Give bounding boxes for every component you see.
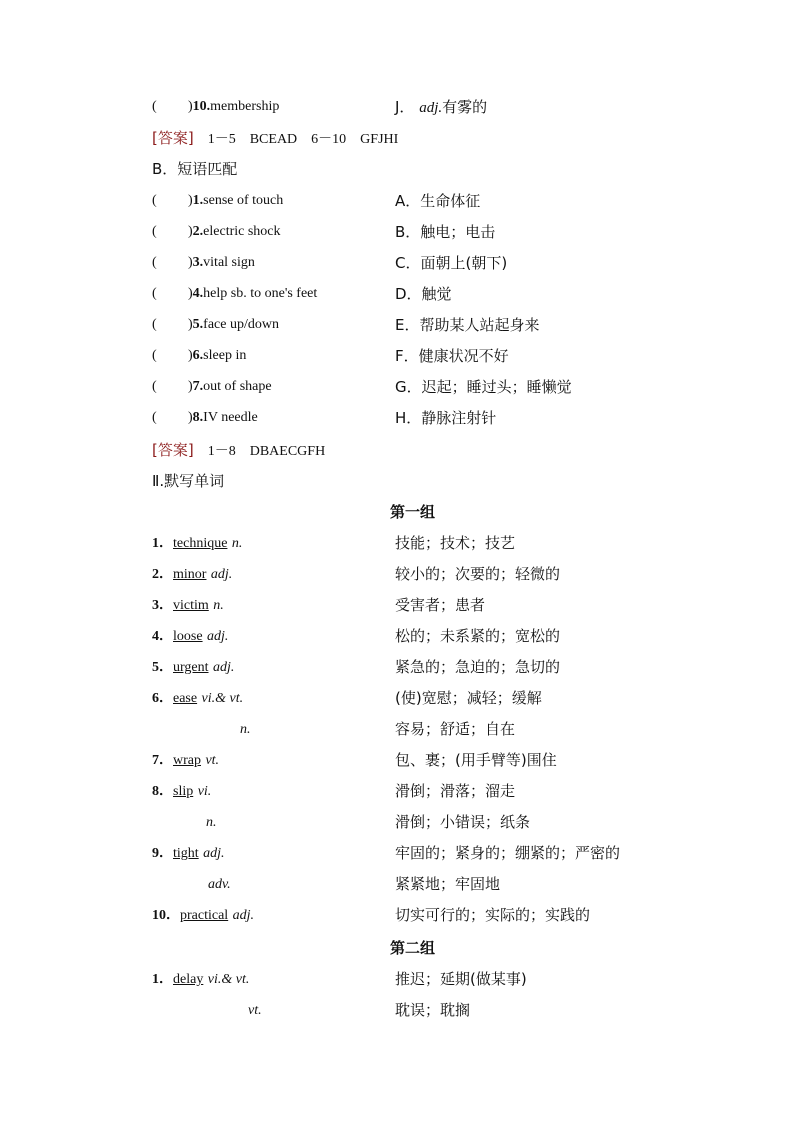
group-1-title: 第一组 [390, 503, 436, 521]
word-meaning: 滑倒；滑落；溜走 [395, 782, 516, 800]
phrase-option: H．静脉注射针 [395, 409, 497, 427]
answer-blank[interactable]: ( [152, 379, 157, 394]
phrase-row: ( )8.IV needle H．静脉注射针 [152, 409, 497, 427]
word-meaning: 容易；舒适；自在 [395, 720, 516, 738]
answer-blank[interactable]: ( [152, 348, 157, 363]
answer-blank[interactable]: ( [152, 224, 157, 239]
section-b-title: B．短语匹配 [152, 160, 238, 178]
answer-blank[interactable]: ( [152, 255, 157, 270]
answer-line-1: [答案] 1－5 BCEAD 6－10 GFJHI [152, 129, 399, 147]
phrase-row: ( )5.face up/down E．帮助某人站起身来 [152, 316, 540, 334]
word-row: n. 容易；舒适；自在 [240, 720, 516, 738]
answer-blank[interactable]: ( [152, 193, 157, 208]
word-meaning: 较小的；次要的；轻微的 [395, 565, 561, 583]
word-row: vt. 耽误；耽搁 [248, 1001, 471, 1019]
word-row: 2．minor adj. 较小的；次要的；轻微的 [152, 565, 561, 583]
word-row: 3．victim n. 受害者；患者 [152, 596, 486, 614]
section-2-title: Ⅱ.默写单词 [152, 472, 225, 490]
word-meaning: (使)宽慰；减轻；缓解 [395, 689, 542, 707]
phrase-row: ( )7.out of shape G．迟起；睡过头；睡懒觉 [152, 378, 572, 396]
word-meaning: 紧急的；急迫的；急切的 [395, 658, 561, 676]
phrase-option: B．触电；电击 [395, 223, 496, 241]
group-2-title: 第二组 [390, 939, 436, 957]
answer-word: wrap [173, 753, 201, 768]
match-row-10: ( )10.membership J． adj.有雾的 [152, 98, 488, 116]
answer-blank[interactable]: ( [152, 286, 157, 301]
word-meaning: 牢固的；紧身的；绷紧的；严密的 [395, 844, 621, 862]
phrase-option: D．触觉 [395, 285, 452, 303]
answer-word: technique [173, 536, 228, 551]
answer-tag: [答案] [152, 441, 194, 459]
answer-blank[interactable]: ( [152, 317, 157, 332]
answer-word: ease [173, 691, 198, 706]
answer-word: minor [173, 567, 207, 582]
phrase-row: ( )6.sleep in F．健康状况不好 [152, 347, 509, 365]
answer-word: urgent [173, 660, 209, 675]
phrase-row: ( )1.sense of touch A．生命体征 [152, 192, 481, 210]
word-meaning: 滑倒；小错误；纸条 [395, 813, 531, 831]
answer-blank[interactable]: ( [152, 410, 157, 425]
word-row: 1．technique n. 技能；技术；技艺 [152, 534, 516, 552]
phrase-row: ( )2.electric shock B．触电；电击 [152, 223, 496, 241]
answer-word: practical [180, 908, 229, 923]
answer-blank[interactable]: ( [152, 99, 157, 114]
word-meaning: 紧紧地；牢固地 [395, 875, 501, 893]
word-meaning: 松的；未系紧的；宽松的 [395, 627, 561, 645]
phrase-row: ( )3.vital sign C．面朝上(朝下) [152, 254, 508, 272]
word-meaning: 推迟；延期(做某事) [395, 970, 527, 988]
word-meaning: 耽误；耽搁 [395, 1001, 471, 1019]
answer-line-2: [答案] 1－8 DBAECGFH [152, 441, 326, 459]
answer-word: tight [173, 846, 199, 861]
word-row: 8．slip vi. 滑倒；滑落；溜走 [152, 782, 516, 800]
word-row: adv. 紧紧地；牢固地 [208, 875, 501, 893]
phrase-option: F．健康状况不好 [395, 347, 509, 365]
phrase-option: A．生命体征 [395, 192, 481, 210]
word-row: 7．wrap vt. 包、裹；(用手臂等)围住 [152, 751, 557, 769]
phrase-option: C．面朝上(朝下) [395, 254, 508, 272]
word-row: 6．ease vi.& vt. (使)宽慰；减轻；缓解 [152, 689, 542, 707]
word-row: 9．tight adj. 牢固的；紧身的；绷紧的；严密的 [152, 844, 621, 862]
answer-word: victim [173, 598, 209, 613]
word-row: 5．urgent adj. 紧急的；急迫的；急切的 [152, 658, 561, 676]
word-row: 10．practical adj. 切实可行的；实际的；实践的 [152, 906, 591, 924]
answer-word: delay [173, 972, 204, 987]
word-row: 1．delay vi.& vt. 推迟；延期(做某事) [152, 970, 527, 988]
word-meaning: 包、裹；(用手臂等)围住 [395, 751, 557, 769]
answer-tag: [答案] [152, 129, 194, 147]
word-row: 4．loose adj. 松的；未系紧的；宽松的 [152, 627, 561, 645]
word-row: n. 滑倒；小错误；纸条 [206, 813, 531, 831]
word-meaning: 切实可行的；实际的；实践的 [395, 906, 591, 924]
answer-word: loose [173, 629, 203, 644]
phrase-option: G．迟起；睡过头；睡懒觉 [395, 378, 572, 396]
phrase-row: ( )4.help sb. to one's feet D．触觉 [152, 285, 452, 303]
word-meaning: 技能；技术；技艺 [395, 534, 516, 552]
word-meaning: 受害者；患者 [395, 596, 486, 614]
phrase-option: E．帮助某人站起身来 [395, 316, 540, 334]
answer-word: slip [173, 784, 194, 799]
